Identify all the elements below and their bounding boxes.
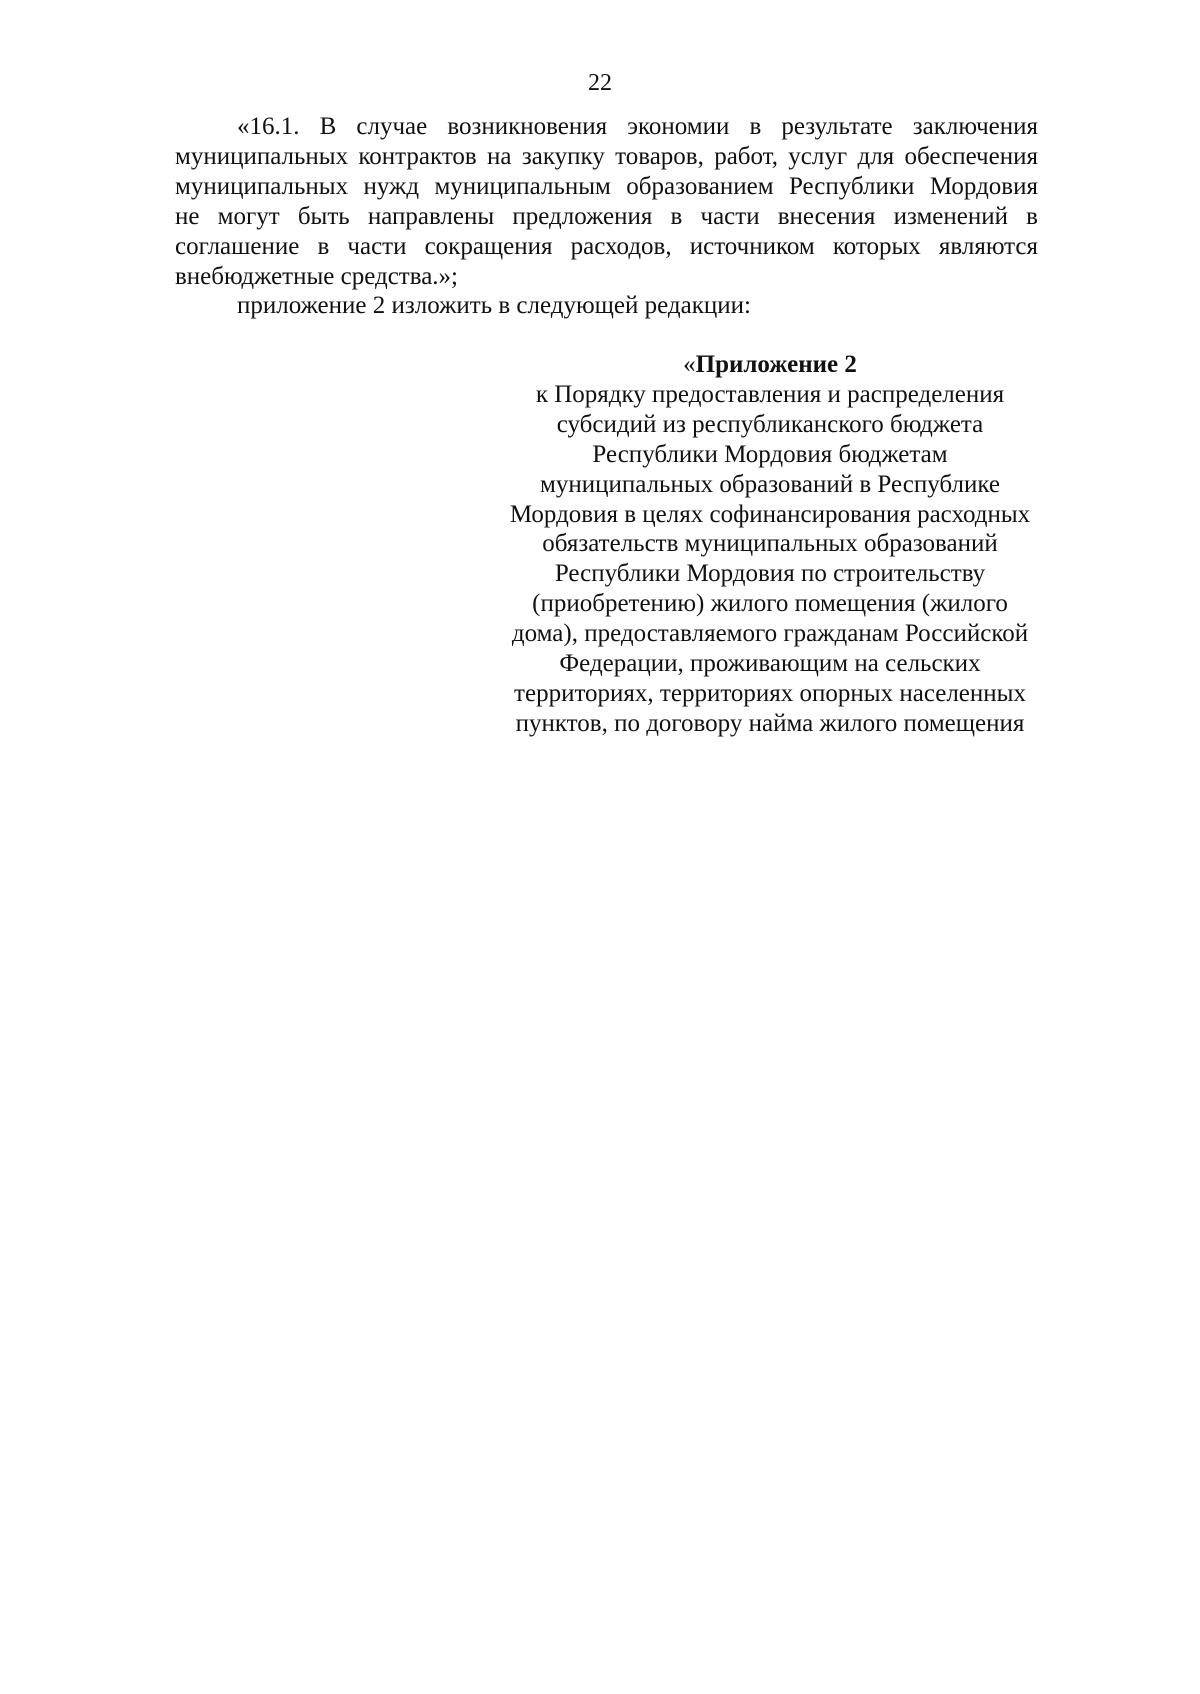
text-line: соглашение в части сокращения расходов, источником которых являются — [175, 232, 1038, 260]
appendix-header — [480, 350, 1060, 739]
appendix-line: субсидий из республиканского бюджета — [556, 410, 984, 438]
appendix-line: Республики Мордовия по строительству — [554, 560, 986, 588]
appendix-line: дома), предоставляемого гражданам Российской — [511, 620, 1029, 648]
appendix-title — [480, 350, 1060, 380]
appendix-title-text: Приложение 2 — [695, 351, 857, 378]
appendix-line: пунктов, по договору найма жилого помещения — [515, 709, 1025, 737]
appendix-line: территориях, территориях опорных населенных — [514, 679, 1026, 707]
text-line: «16.1. В случае возникновения экономии в результате заключения — [237, 113, 1038, 140]
appendix-line: (приобретению) жилого помещения (жилого — [532, 590, 1008, 618]
appendix-line: Республики Мордовия бюджетам — [592, 440, 948, 468]
page-number: 22 — [588, 70, 612, 96]
appendix-line: к Порядку предоставления и распределения — [535, 380, 1005, 408]
appendix-line: Мордовия в целях софинансирования расходных — [509, 500, 1031, 528]
text-line: не могут быть направлены предложения в части внесения изменений в — [175, 202, 1038, 230]
quote-mark: « — [683, 351, 696, 378]
paragraph-16-1 — [175, 112, 1038, 321]
appendix-line: муниципальных образований в Республике — [540, 470, 1000, 498]
text-line: внебюджетные средства.»; — [175, 262, 458, 290]
appendix-line: обязательств муниципальных образований — [542, 530, 998, 558]
instruction-line: приложение 2 изложить в следующей редакции: — [237, 292, 751, 320]
appendix-line: Федерации, проживающим на сельских — [559, 650, 981, 678]
text-line: муниципальных контрактов на закупку товаров, работ, услуг для обеспечения — [175, 142, 1038, 170]
text-line: муниципальных нужд муниципальным образованием Республики Мордовия — [175, 172, 1038, 200]
